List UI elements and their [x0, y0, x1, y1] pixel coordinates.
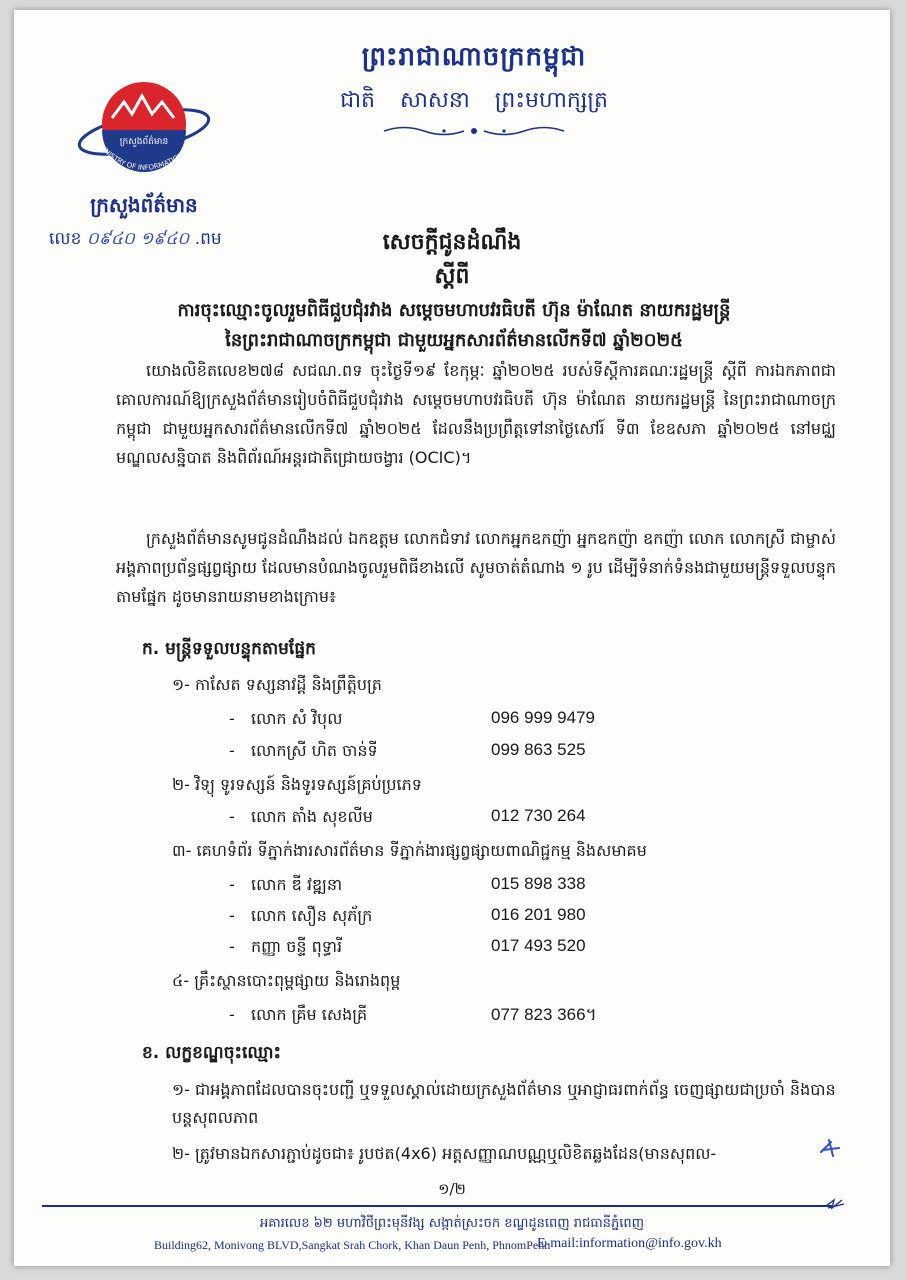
contact-phone: 099 863 525: [491, 740, 586, 759]
notice-title: សេចក្តីជូនដំណឹង: [382, 230, 522, 255]
contact-phone: 016 201 980: [491, 905, 586, 924]
national-motto: ជាតិ សាសនា ព្រះមហាក្សត្រ: [340, 88, 608, 113]
contact-name: លោក សំ វិបុល: [251, 709, 343, 728]
ref-handwritten: ០៩៤០ ១៩៤០: [86, 229, 190, 249]
contact-row: - កញ្ញា ចន្ទី ពុទ្ធារី 017 493 520: [229, 936, 586, 956]
document-page: [14, 10, 890, 1266]
national-header: [314, 40, 634, 142]
contact-row: - លោកស្រី ហិត ចាន់ទី 099 863 525: [229, 740, 586, 760]
topic-line-2: នៃព្រះរាជាណាចក្រកម្ពុជា ជាមួយអ្នកសារព័ត៌មានលើកទី៧ ឆ្នាំ២០២៥: [225, 330, 683, 351]
contact-phone: 077 823 366។: [491, 1005, 597, 1024]
ministry-logo-icon: [72, 72, 212, 190]
ornament-divider-icon: [374, 124, 574, 138]
contact-name: លោក គ្រឹម សេងគ្រី: [251, 1005, 368, 1024]
category-1-label: ១- កាសែត ទស្សនាវដ្តី និងព្រឹត្តិបត្រ: [172, 675, 382, 694]
footer-initial-icon: [824, 1196, 846, 1210]
category-4-label: ៤- គ្រឹះស្ថានបោះពុម្ពផ្សាយ និងរោងពុម្ព: [172, 971, 401, 990]
contact-phone: 017 493 520: [491, 936, 586, 955]
contact-phone: 015 898 338: [491, 874, 586, 893]
logo-text-en: MINISTRY OF INFORMATION: [96, 141, 185, 172]
ref-prefix: លេខ: [49, 229, 82, 249]
notice-topic: [54, 296, 854, 356]
notice-subject: ស្តីពី: [434, 264, 470, 289]
footer-address-en: Building62, Monivong BLVD,Sangkat Srah Chork, Khan Daun Penh, PhnomPenh: [154, 1238, 551, 1252]
section-b-heading: ខ. លក្ខខណ្ឌចុះឈ្មោះ: [142, 1043, 281, 1063]
section-a-heading: ក. មន្ត្រីទទួលបន្ទុកតាមផ្នែក: [142, 639, 316, 659]
paragraph-notice: ក្រសួងព័ត៌មានសូមជូនដំណឹងដល់ ឯកឧត្តម លោកជំទាវ លោកអ្នកឧកញ៉ា អ្នកឧកញ៉ា ឧកញ៉ា លោក លោកស្រី ជាម្ចាស់អង្គភាពប្រព័ន្ធផ្សព្វផ្សាយ ដែលមានបំណងចូលរួមពិធីខាងលើ សូមចាត់តំណាង ១ រូប ដើម្បីទំនាក់ទំនងជាមួយមន្ត្រីទទួលបន្ទុកតាមផ្នែក ដូចមានរាយនាមខាងក្រោម៖: [116, 529, 836, 606]
kingdom-title: ព្រះរាជាណាចក្រកម្ពុជា: [361, 42, 587, 72]
contact-row: - លោក សំ វិបុល 096 999 9479: [229, 708, 595, 728]
contact-name: កញ្ញា ចន្ទី ពុទ្ធារី: [251, 937, 343, 956]
category-3-label: ៣- គេហទំព័រ ទីភ្នាក់ងារសារព័ត៌មាន ទីភ្នាក់ងារផ្សព្វផ្សាយពាណិជ្ជកម្ម និងសមាគម: [172, 841, 647, 860]
contact-row: - លោក តាំង សុខលីម 012 730 264: [229, 806, 586, 826]
logo-text-kh: ក្រសួងព័ត៌មាន: [119, 137, 169, 147]
contact-row: - លោក សឿន សុភ័ក្រ 016 201 980: [229, 905, 586, 925]
requirement-1: ១- ជាអង្គភាពដែលបានចុះបញ្ជី ឬទទួលស្គាល់ដោយក្រសួងព័ត៌មាន ឬអាជ្ញាធរពាក់ព័ន្ធ ចេញផ្សាយជាប្រចាំ និងបានបន្តសុពលភាព: [172, 1080, 836, 1127]
ministry-name: ក្រសួងព័ត៌មាន: [90, 193, 198, 217]
contact-name: លោកស្រី ហិត ចាន់ទី: [251, 741, 378, 760]
footer-divider: [42, 1205, 832, 1207]
initial-signature-icon: [817, 1136, 841, 1160]
page-number: ១/២: [438, 1180, 466, 1198]
contact-phone: 096 999 9479: [491, 708, 595, 727]
paragraph-reference: យោងលិខិតលេខ២៧៨ សជណ.ពទ ចុះថ្ងៃទី១៩ ខែកុម្ភៈ ឆ្នាំ២០២៥ របស់ទីស្តីការគណៈរដ្ឋមន្ត្រី ស្តីពី ការឯកភាពជាគោលការណ៍ឱ្យក្រសួងព័ត៌មានរៀបចំពិធីជួបជុំរវាង សម្តេចមហាបវរធិបតី ហ៊ុន ម៉ាណែត នាយករដ្ឋមន្ត្រី នៃព្រះរាជាណាចក្រកម្ពុជា ជាមួយអ្នកសារព័ត៌មានលើកទី៧ ឆ្នាំ២០២៥ ដែលនឹងប្រព្រឹត្តទៅនាថ្ងៃសៅរ៍ ទី៣ ខែឧសភា ឆ្នាំ២០២៥ នៅមជ្ឈមណ្ឌលសន្និបាត និងពិព័រណ៍អន្តរជាតិជ្រោយចង្វារ (OCIC)។: [116, 361, 836, 467]
contact-row: - លោក ឌី វឌ្ឍនា 015 898 338: [229, 874, 586, 894]
contact-row: - លោក គ្រឹម សេងគ្រី 077 823 366។: [229, 1004, 629, 1028]
footer-email: E-mail:information@info.gov.kh: [537, 1236, 722, 1251]
category-2-label: ២- វិទ្យុ ទូរទស្សន៍ និងទូរទស្សន៍គ្រប់ប្រភេទ: [172, 775, 422, 794]
contact-name: លោក សឿន សុភ័ក្រ: [251, 906, 373, 925]
topic-line-1: ការចុះឈ្មោះចូលរួមពិធីជួបជុំរវាង សម្តេចមហាបវរធិបតី ហ៊ុន ម៉ាណែត នាយករដ្ឋមន្ត្រី: [177, 300, 731, 321]
ref-suffix: .ពម: [194, 229, 222, 249]
contact-name: លោក ឌី វឌ្ឍនា: [251, 875, 343, 894]
contact-phone: 012 730 264: [491, 806, 586, 825]
footer-address-kh: អគារលេខ ៦២ មហាវិថីព្រះមុនីវង្ស សង្កាត់ស្រះចក ខណ្ឌដូនពេញ រាជធានីភ្នំពេញ: [260, 1216, 644, 1231]
requirement-2: ២- ត្រូវមានឯកសារភ្ជាប់ដូចជា៖ រូបថត(4x6) អត្តសញ្ញាណបណ្ណឬលិខិតឆ្លងដែន(មានសុពល-: [172, 1144, 717, 1163]
contact-name: លោក តាំង សុខលីម: [251, 807, 373, 826]
